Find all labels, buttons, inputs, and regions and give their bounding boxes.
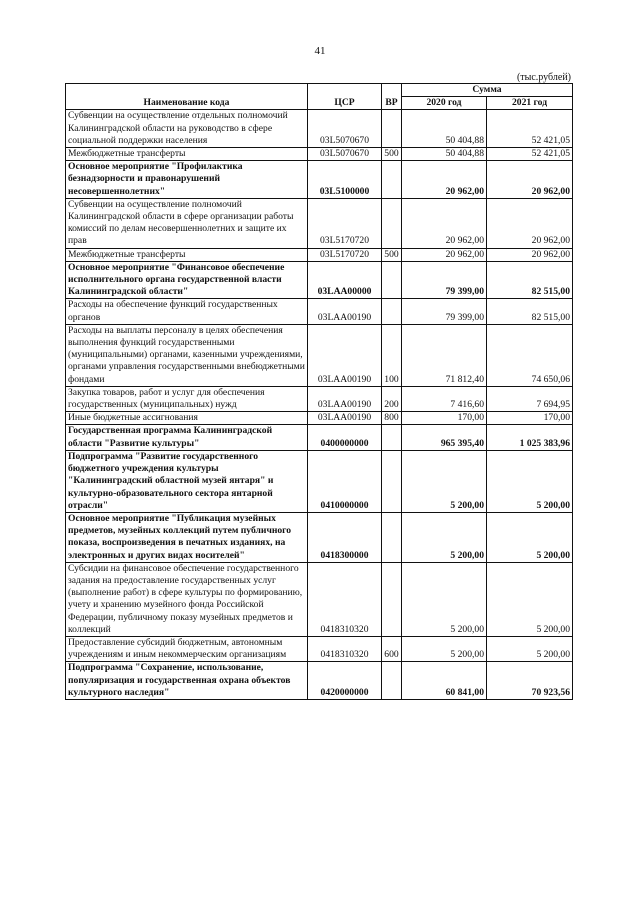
units-label: (тыс.рублей) <box>516 72 571 83</box>
row-csr-cell: 03L5070670 <box>308 148 382 161</box>
row-vr-cell: 200 <box>382 386 402 411</box>
row-name-cell: Межбюджетные трансферты <box>66 148 308 161</box>
table-row <box>66 324 573 386</box>
row-vr-cell <box>382 161 402 199</box>
row-name-cell: Субвенции на осуществление отдельных полномочий Калининградской области на руководство в сфере социальной поддержки населения <box>66 110 308 148</box>
row-csr-cell: 03L5170720 <box>308 198 382 248</box>
row-2021-cell: 70 923,56 <box>487 662 573 700</box>
row-name-cell: Расходы на обеспечение функций государственных органов <box>66 299 308 324</box>
table-row <box>66 450 573 512</box>
row-2020-cell: 5 200,00 <box>402 450 487 512</box>
row-2020-cell: 170,00 <box>402 412 487 425</box>
row-2021-cell: 52 421,05 <box>487 110 573 148</box>
table-row <box>66 148 573 161</box>
row-2020-cell: 60 841,00 <box>402 662 487 700</box>
table-header <box>66 84 573 110</box>
row-2020-cell: 7 416,60 <box>402 386 487 411</box>
row-2020-cell: 79 399,00 <box>402 261 487 299</box>
row-vr-cell <box>382 110 402 148</box>
table-row <box>66 198 573 248</box>
row-vr-cell: 500 <box>382 248 402 261</box>
row-2021-cell: 20 962,00 <box>487 248 573 261</box>
row-csr-cell: 0420000000 <box>308 662 382 700</box>
row-2021-cell: 52 421,05 <box>487 148 573 161</box>
row-name-cell: Субсидии на финансовое обеспечение государственного задания на предоставление государственных услуг (выполнение работ) в сфере культуры по формированию, учету и хранению музейного фонда Российской Федерации, публичному показу музейных предметов и коллекций <box>66 562 308 636</box>
table-row <box>66 412 573 425</box>
table-row <box>66 386 573 411</box>
row-2020-cell: 20 962,00 <box>402 161 487 199</box>
row-2020-cell: 50 404,88 <box>402 110 487 148</box>
page-number: 41 <box>314 45 326 57</box>
row-name-cell: Подпрограмма "Сохранение, использование, популяризация и государственная охрана объектов культурного наследия" <box>66 662 308 700</box>
row-name-cell: Межбюджетные трансферты <box>66 248 308 261</box>
row-name-cell: Иные бюджетные ассигнования <box>66 412 308 425</box>
row-name-cell: Предоставление субсидий бюджетным, автономным учреждениям и иным некоммерческим организациям <box>66 636 308 661</box>
table-row <box>66 425 573 450</box>
row-csr-cell: 03LAA00190 <box>308 324 382 386</box>
table-body <box>66 110 573 700</box>
row-vr-cell <box>382 425 402 450</box>
row-vr-cell: 600 <box>382 636 402 661</box>
table-row <box>66 562 573 636</box>
row-vr-cell <box>382 299 402 324</box>
header-vr: ВР <box>382 84 402 110</box>
row-2021-cell: 74 650,06 <box>487 324 573 386</box>
row-name-cell: Основное мероприятие "Профилактика безнадзорности и правонарушений несовершеннолетних" <box>66 161 308 199</box>
row-2021-cell: 7 694,95 <box>487 386 573 411</box>
header-2020: 2020 год <box>402 97 487 110</box>
row-vr-cell: 500 <box>382 148 402 161</box>
row-csr-cell: 03LAA00190 <box>308 299 382 324</box>
table-row <box>66 248 573 261</box>
row-csr-cell: 03LAA00190 <box>308 412 382 425</box>
row-vr-cell <box>382 562 402 636</box>
row-vr-cell <box>382 198 402 248</box>
row-2020-cell: 965 395,40 <box>402 425 487 450</box>
row-name-cell: Основное мероприятие "Финансовое обеспечение исполнительного органа государственной власти Калининградской области" <box>66 261 308 299</box>
row-2020-cell: 5 200,00 <box>402 562 487 636</box>
table-row <box>66 636 573 661</box>
row-2020-cell: 71 812,40 <box>402 324 487 386</box>
row-vr-cell <box>382 450 402 512</box>
row-name-cell: Расходы на выплаты персоналу в целях обеспечения выполнения функций государственными (муниципальными) органами, казенными учреждениями, органами управления государственными внебюджетными фондами <box>66 324 308 386</box>
row-csr-cell: 03L5170720 <box>308 248 382 261</box>
row-2020-cell: 79 399,00 <box>402 299 487 324</box>
row-2020-cell: 20 962,00 <box>402 198 487 248</box>
row-2021-cell: 5 200,00 <box>487 562 573 636</box>
budget-table <box>65 83 573 700</box>
header-csr: ЦСР <box>308 84 382 110</box>
row-2021-cell: 5 200,00 <box>487 512 573 562</box>
row-2020-cell: 20 962,00 <box>402 248 487 261</box>
row-vr-cell <box>382 512 402 562</box>
row-name-cell: Основное мероприятие "Публикация музейных предметов, музейных коллекций путем публичного показа, воспроизведения в печатных изданиях, на электронных и других видах носителей" <box>66 512 308 562</box>
row-csr-cell: 03LAA00000 <box>308 261 382 299</box>
row-2021-cell: 170,00 <box>487 412 573 425</box>
table-row <box>66 662 573 700</box>
row-name-cell: Субвенции на осуществление полномочий Калининградской области в сфере организации работы комиссий по делам несовершеннолетних и защите их прав <box>66 198 308 248</box>
row-vr-cell: 100 <box>382 324 402 386</box>
row-csr-cell: 03L5100000 <box>308 161 382 199</box>
row-2021-cell: 20 962,00 <box>487 198 573 248</box>
table-row <box>66 512 573 562</box>
row-vr-cell: 800 <box>382 412 402 425</box>
row-name-cell: Закупка товаров, работ и услуг для обеспечения государственных (муниципальных) нужд <box>66 386 308 411</box>
row-2020-cell: 5 200,00 <box>402 636 487 661</box>
row-name-cell: Подпрограмма "Развитие государственного бюджетного учреждения культуры "Калининградский областной музей янтаря" и культурно-образовательного сектора янтарной отрасли" <box>66 450 308 512</box>
row-csr-cell: 0418300000 <box>308 512 382 562</box>
table-row <box>66 161 573 199</box>
row-2021-cell: 20 962,00 <box>487 161 573 199</box>
row-2021-cell: 1 025 383,96 <box>487 425 573 450</box>
row-name-cell: Государственная программа Калининградской области "Развитие культуры" <box>66 425 308 450</box>
header-sum: Сумма <box>402 84 573 97</box>
row-2021-cell: 5 200,00 <box>487 450 573 512</box>
row-2021-cell: 82 515,00 <box>487 299 573 324</box>
row-2021-cell: 82 515,00 <box>487 261 573 299</box>
row-csr-cell: 03LAA00190 <box>308 386 382 411</box>
row-2021-cell: 5 200,00 <box>487 636 573 661</box>
row-csr-cell: 0410000000 <box>308 450 382 512</box>
row-vr-cell <box>382 662 402 700</box>
row-2020-cell: 50 404,88 <box>402 148 487 161</box>
row-vr-cell <box>382 261 402 299</box>
table-row <box>66 261 573 299</box>
table-row <box>66 110 573 148</box>
table-row <box>66 299 573 324</box>
row-csr-cell: 03L5070670 <box>308 110 382 148</box>
header-2021: 2021 год <box>487 97 573 110</box>
row-csr-cell: 0418310320 <box>308 636 382 661</box>
row-csr-cell: 0400000000 <box>308 425 382 450</box>
header-name: Наименование кода <box>66 84 308 110</box>
row-2020-cell: 5 200,00 <box>402 512 487 562</box>
row-csr-cell: 0418310320 <box>308 562 382 636</box>
